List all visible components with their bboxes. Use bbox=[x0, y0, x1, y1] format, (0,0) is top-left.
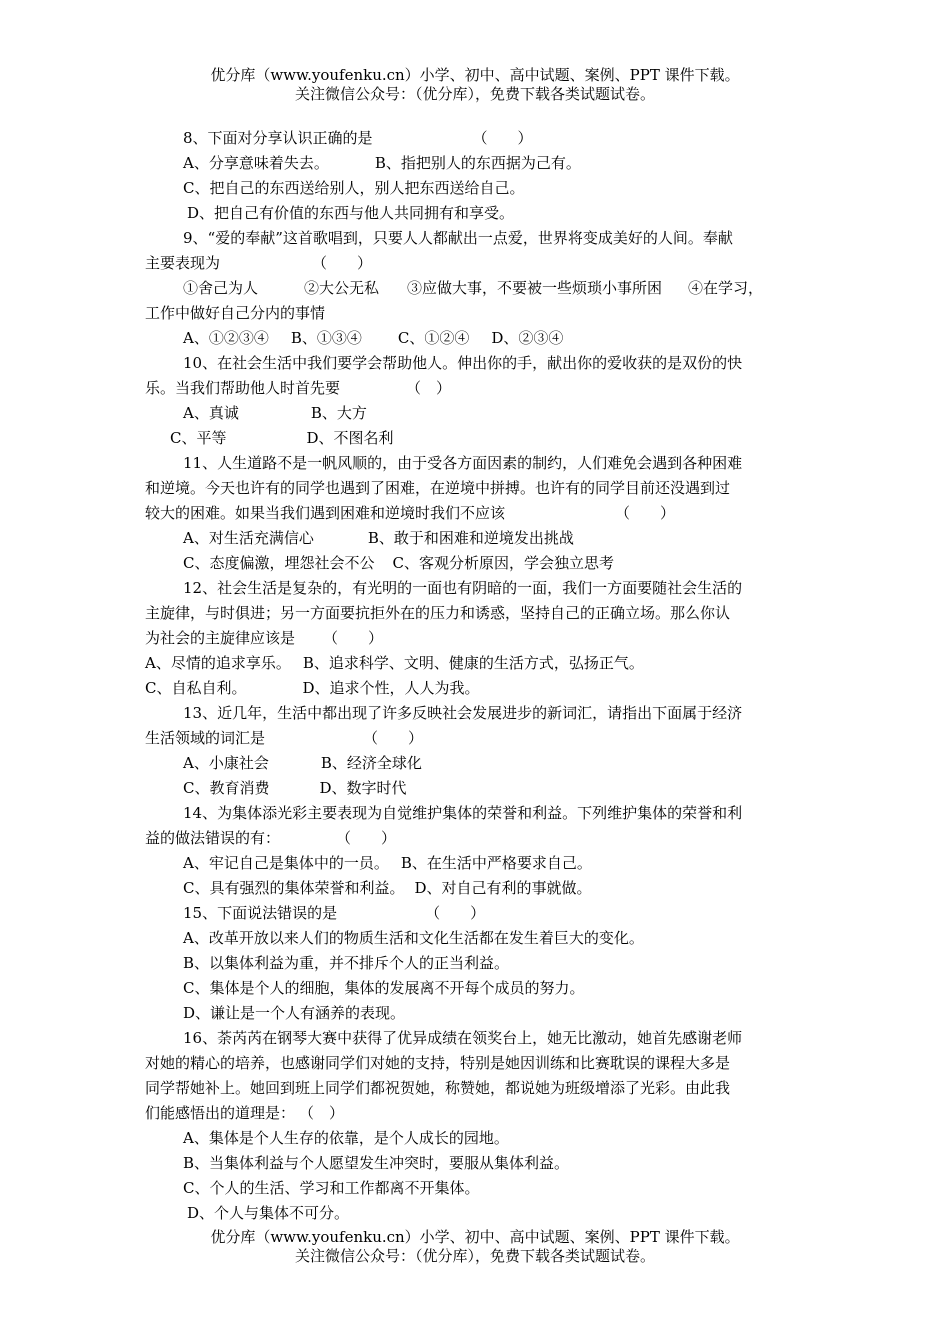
question-12-options-cd bbox=[145, 676, 810, 701]
option-d: D、对自己有利的事就做。 bbox=[414, 879, 592, 897]
question-13-options-ab bbox=[145, 751, 810, 776]
header-line-1: 优分库（www.youfenku.cn）小学、初中、高中试题、案例、PPT 课件下载。 bbox=[210, 66, 740, 84]
question-15-option-a: A、改革开放以来人们的物质生活和文化生活都在发生着巨大的变化。 bbox=[183, 929, 644, 947]
question-9-statement-4-cont: 工作中做好自己分内的事情 bbox=[145, 304, 326, 322]
statement-3: ③应做大事，不要被一些烦琐小事所困 bbox=[407, 279, 663, 297]
question-15-option-c: C、集体是个人的细胞，集体的发展离不开每个成员的努力。 bbox=[183, 979, 585, 997]
question-16-stem-cont-3: 们能感悟出的道理是： （ ） bbox=[145, 1104, 345, 1122]
option-a: A、对生活充满信心 bbox=[183, 529, 314, 547]
question-16-option-a: A、集体是个人生存的依靠，是个人成长的园地。 bbox=[183, 1129, 509, 1147]
option-b: B、指把别人的东西据为己有。 bbox=[374, 154, 581, 172]
answer-paren: （ ） bbox=[425, 904, 486, 922]
question-9-stem: 9、“爱的奉献”这首歌唱到，只要人人都献出一点爱，世界将变成美好的人间。奉献 bbox=[183, 229, 733, 247]
answer-paren: （ ） bbox=[363, 729, 424, 747]
option-c: C、平等 bbox=[170, 429, 227, 447]
option-b: B、经济全球化 bbox=[320, 754, 422, 772]
question-16-option-b: B、当集体利益与个人愿望发生冲突时，要服从集体利益。 bbox=[183, 1154, 570, 1172]
header-line-2: 关注微信公众号：（优分库），免费下载各类试题试卷。 bbox=[294, 85, 655, 103]
option-b: B、敢于和困难和逆境发出挑战 bbox=[367, 529, 574, 547]
question-16-stem-cont-2: 同学帮她补上。她回到班上同学们都祝贺她，称赞她，都说她为班级增添了光彩。由此我 bbox=[145, 1079, 731, 1097]
question-13-stem: 13、近几年，生活中都出现了许多反映社会发展进步的新词汇，请指出下面属于经济 bbox=[183, 704, 743, 722]
question-10-stem: 10、在社会生活中我们要学会帮助他人。伸出你的手，献出你的爱收获的是双份的快 bbox=[183, 354, 743, 372]
question-13-options-cd bbox=[145, 776, 810, 801]
statement-2: ②大公无私 bbox=[304, 279, 380, 297]
question-14-stem: 14、为集体添光彩主要表现为自觉维护集体的荣誉和利益。下列维护集体的荣誉和利 bbox=[183, 804, 743, 822]
question-16-stem: 16、荼芮芮在钢琴大赛中获得了优异成绩在领奖台上，她无比激动，她首先感谢老师 bbox=[183, 1029, 743, 1047]
question-8-stem: 8、下面对分享认识正确的是 （ ） bbox=[183, 129, 533, 147]
option-a: A、真诚 bbox=[183, 404, 239, 422]
option-b: B、大方 bbox=[310, 404, 367, 422]
question-13-stem-cont: 生活领域的词汇是 （ ） bbox=[145, 729, 424, 747]
answer-paren: （ ） bbox=[312, 254, 373, 272]
option-c: C、①②④ bbox=[397, 329, 470, 347]
page-header bbox=[0, 66, 950, 104]
footer-line-2: 关注微信公众号：（优分库），免费下载各类试题试卷。 bbox=[294, 1247, 655, 1265]
footer-line-1: 优分库（www.youfenku.cn）小学、初中、高中试题、案例、PPT 课件下载。 bbox=[210, 1228, 740, 1246]
question-15-stem: 15、下面说法错误的是 （ ） bbox=[183, 904, 486, 922]
question-16-option-d: D、个人与集体不可分。 bbox=[187, 1204, 350, 1222]
question-12-options-ab bbox=[145, 651, 810, 676]
question-9-stem-cont: 主要表现为 （ ） bbox=[145, 254, 373, 272]
option-c: C、自私自利。 bbox=[145, 679, 247, 697]
option-a: A、小康社会 bbox=[183, 754, 269, 772]
option-a: A、①②③④ bbox=[183, 329, 269, 347]
answer-paren: （ ） bbox=[323, 629, 384, 647]
question-11-options-cd bbox=[145, 551, 810, 576]
question-11-stem-cont-2: 较大的困难。如果当我们遇到困难和逆境时我们不应该 （ ） bbox=[145, 504, 676, 522]
question-8-option-c: C、把自己的东西送给别人，别人把东西送给自己。 bbox=[183, 179, 525, 197]
question-body bbox=[145, 126, 810, 1226]
question-8-option-d: D、把自己有价值的东西与他人共同拥有和享受。 bbox=[187, 204, 515, 222]
question-10-options-cd bbox=[145, 426, 810, 451]
page-footer bbox=[0, 1228, 950, 1266]
question-15-option-b: B、以集体利益为重，并不排斥个人的正当利益。 bbox=[183, 954, 510, 972]
question-14-options-ab bbox=[145, 851, 810, 876]
question-11-options-ab bbox=[145, 526, 810, 551]
question-10-options-ab bbox=[145, 401, 810, 426]
statement-1: ①舍己为人 bbox=[183, 279, 259, 297]
answer-paren: （ ） bbox=[336, 829, 397, 847]
answer-paren: （ ） bbox=[472, 129, 533, 147]
statement-4: ④在学习， bbox=[688, 279, 764, 297]
question-8-options-ab bbox=[145, 151, 810, 176]
question-10-stem-cont: 乐。当我们帮助他人时首先要 （ ） bbox=[145, 379, 452, 397]
question-16-option-c: C、个人的生活、学习和工作都离不开集体。 bbox=[183, 1179, 480, 1197]
question-15-option-d: D、谦让是一个人有涵养的表现。 bbox=[183, 1004, 406, 1022]
option-b: B、①③④ bbox=[290, 329, 362, 347]
question-11-stem: 11、人生道路不是一帆风顺的，由于受各方面因素的制约，人们难免会遇到各种困难 bbox=[183, 454, 743, 472]
question-11-stem-cont-1: 和逆境。今天也许有的同学也遇到了困难，在逆境中拼搏。也许有的同学目前还没遇到过 bbox=[145, 479, 731, 497]
answer-paren: （ ） bbox=[406, 379, 452, 397]
question-16-stem-cont-1: 对她的精心的培养，也感谢同学们对她的支持，特别是她因训练和比赛耽误的课程大多是 bbox=[145, 1054, 731, 1072]
option-d: D、不图名利 bbox=[306, 429, 394, 447]
answer-paren: （ ） bbox=[299, 1104, 345, 1122]
option-b: B、追求科学、文明、健康的生活方式，弘扬正气。 bbox=[302, 654, 644, 672]
question-14-stem-cont: 益的做法错误的有： （ ） bbox=[145, 829, 397, 847]
question-9-statements bbox=[145, 276, 810, 301]
option-d: D、追求个性，人人为我。 bbox=[302, 679, 480, 697]
option-d: D、②③④ bbox=[491, 329, 564, 347]
option-a: A、分享意味着失去。 bbox=[183, 154, 329, 172]
question-12-stem-cont-2: 为社会的主旋律应该是 （ ） bbox=[145, 629, 384, 647]
option-d: C、客观分析原因，学会独立思考 bbox=[392, 554, 614, 572]
answer-paren: （ ） bbox=[615, 504, 676, 522]
option-d: D、数字时代 bbox=[319, 779, 407, 797]
option-a: A、尽情的追求享乐。 bbox=[145, 654, 291, 672]
question-14-options-cd bbox=[145, 876, 810, 901]
option-c: C、态度偏激，埋怨社会不公 bbox=[183, 554, 375, 572]
question-12-stem: 12、社会生活是复杂的，有光明的一面也有阴暗的一面，我们一方面要随社会生活的 bbox=[183, 579, 743, 597]
option-c: C、教育消费 bbox=[183, 779, 270, 797]
question-12-stem-cont-1: 主旋律，与时俱进；另一方面要抗拒外在的压力和诱惑，坚持自己的正确立场。那么你认 bbox=[145, 604, 731, 622]
option-c: C、具有强烈的集体荣誉和利益。 bbox=[183, 879, 405, 897]
question-9-options bbox=[145, 326, 810, 351]
option-b: B、在生活中严格要求自己。 bbox=[400, 854, 592, 872]
option-a: A、牢记自己是集体中的一员。 bbox=[183, 854, 389, 872]
